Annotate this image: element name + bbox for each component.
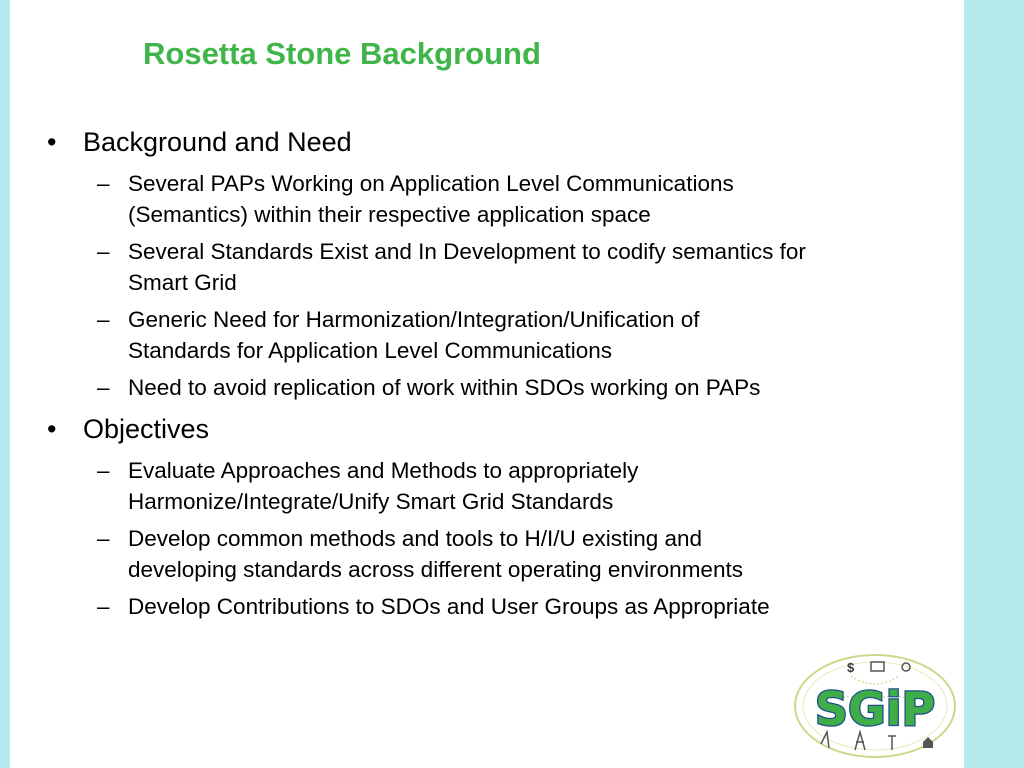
dash-symbol: – [97,307,110,332]
sgip-logo [791,652,959,760]
sub-bullet-text: Evaluate Approaches and Methods to appropriately Harmonize/Integrate/Unify Smart Grid Standards [128,458,639,514]
slide-title: Rosetta Stone Background [143,36,541,71]
dollar-icon: $ [847,660,855,675]
dash-symbol: – [97,526,110,551]
bullet-symbol: • [47,414,57,444]
dash-symbol: – [97,594,110,619]
bullet-symbol: • [47,127,57,157]
sub-bullet-text: Need to avoid replication of work within SDOs working on PAPs [128,375,761,400]
sub-bullet-text: Several PAPs Working on Application Level Communications (Semantics) within their respective application space [128,171,734,227]
logo-wordmark: SGiP [814,682,936,736]
sub-bullet-text: Develop common methods and tools to H/I/U existing and developing standards across different operating environments [128,526,743,582]
sub-bullet-text: Several Standards Exist and In Development to codify semantics for Smart Grid [128,239,806,295]
dash-symbol: – [97,458,110,483]
dash-symbol: – [97,171,110,196]
dash-symbol: – [97,239,110,264]
sub-bullet-text: Develop Contributions to SDOs and User Groups as Appropriate [128,594,770,619]
right-accent-bar [964,0,1024,768]
sgip-logo-graphic [791,652,959,760]
bullet-heading: Objectives [83,414,210,444]
sub-bullet-text: Generic Need for Harmonization/Integration/Unification of Standards for Application Level Communications [128,307,700,363]
dash-symbol: – [97,375,110,400]
bullet-heading: Background and Need [83,127,352,157]
